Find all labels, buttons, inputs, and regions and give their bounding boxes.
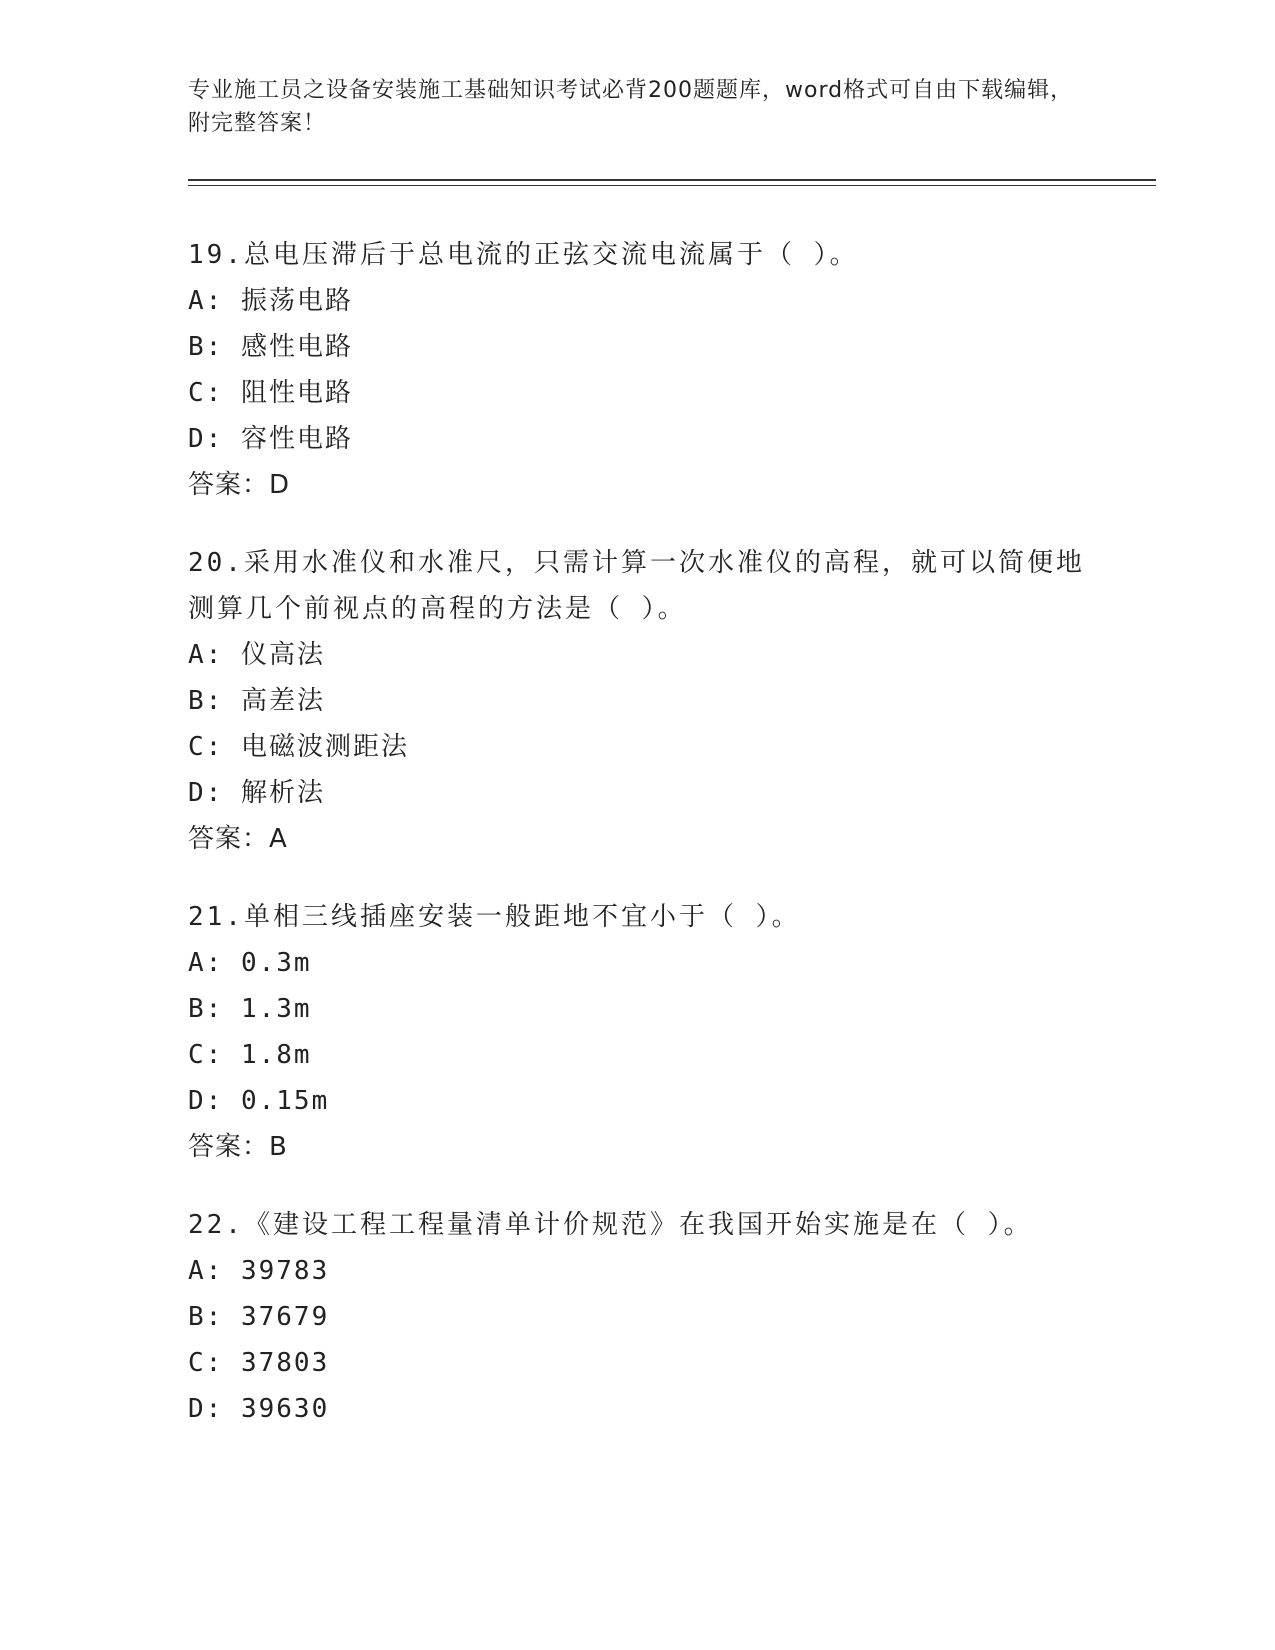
question-19 bbox=[188, 232, 1088, 508]
document-header: 专业施工员之设备安装施工基础知识考试必背200题题库，word格式可自由下载编辑，附完整答案！ bbox=[188, 78, 1074, 136]
header-divider-thin bbox=[188, 185, 1156, 186]
option-c: C: 1.8m bbox=[188, 1040, 312, 1070]
question-stem: 20.采用水准仪和水准尺，只需计算一次水准仪的高程，就可以简便地测算几个前视点的高程的方法是（ ）。 bbox=[188, 548, 1085, 624]
option-b: B: 高差法 bbox=[188, 686, 325, 716]
question-22 bbox=[188, 1202, 1088, 1432]
answer: 答案：A bbox=[188, 824, 288, 854]
option-c: C: 电磁波测距法 bbox=[188, 732, 409, 762]
answer: 答案：D bbox=[188, 470, 291, 500]
option-b: B: 37679 bbox=[188, 1302, 330, 1332]
question-21 bbox=[188, 894, 1088, 1170]
option-b: B: 1.3m bbox=[188, 994, 312, 1024]
header-divider-thick bbox=[188, 179, 1156, 181]
option-a: A: 振荡电路 bbox=[188, 286, 353, 316]
question-20 bbox=[188, 540, 1088, 862]
option-a: A: 39783 bbox=[188, 1256, 330, 1286]
question-stem: 19.总电压滞后于总电流的正弦交流电流属于（ ）。 bbox=[188, 240, 859, 270]
answer: 答案：B bbox=[188, 1132, 288, 1162]
option-d: D: 39630 bbox=[188, 1394, 330, 1424]
option-a: A: 仪高法 bbox=[188, 640, 325, 670]
option-d: D: 0.15m bbox=[188, 1086, 330, 1116]
question-list bbox=[188, 232, 1088, 1464]
option-c: C: 37803 bbox=[188, 1348, 330, 1378]
option-b: B: 感性电路 bbox=[188, 332, 353, 362]
option-c: C: 阻性电路 bbox=[188, 378, 353, 408]
option-d: D: 容性电路 bbox=[188, 424, 353, 454]
question-stem: 21.单相三线插座安装一般距地不宜小于（ ）。 bbox=[188, 902, 801, 932]
question-stem: 22.《建设工程工程量清单计价规范》在我国开始实施是在（ ）。 bbox=[188, 1210, 1033, 1240]
option-d: D: 解析法 bbox=[188, 778, 325, 808]
option-a: A: 0.3m bbox=[188, 948, 312, 978]
